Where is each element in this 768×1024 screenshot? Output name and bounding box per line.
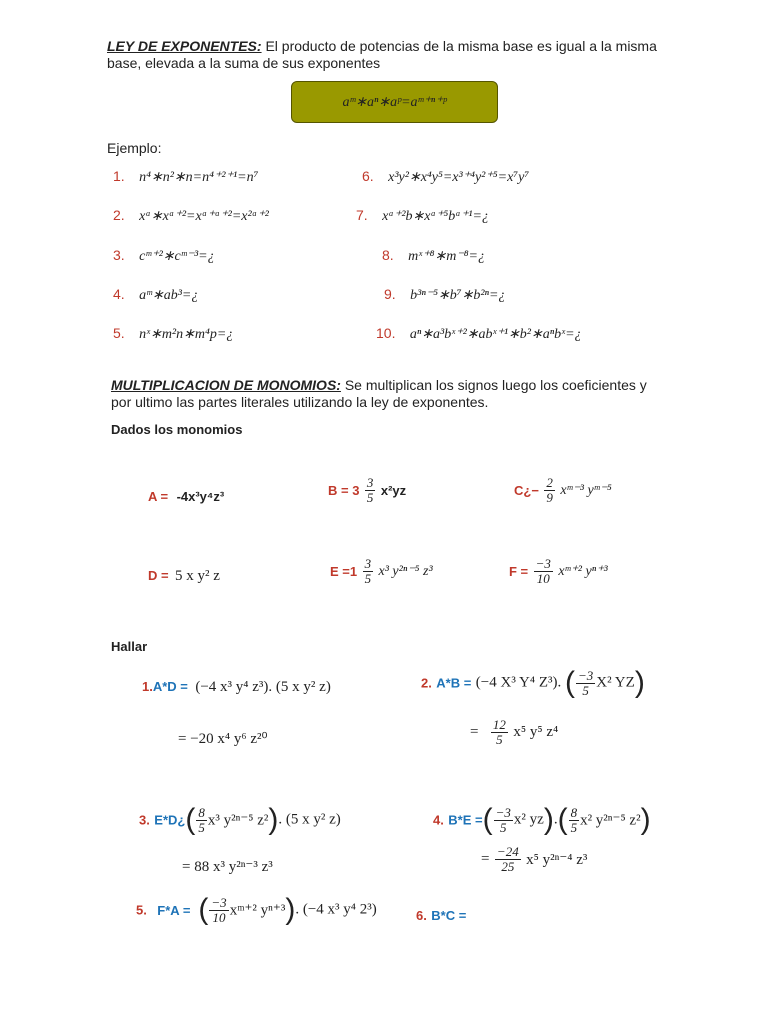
- close-paren: ): [268, 803, 279, 836]
- example-expression: xᵃ∗xᵃ⁺²=xᵃ⁺ᵃ⁺²=x²ᵃ⁺²: [139, 209, 269, 224]
- example-8: [382, 247, 485, 265]
- example-4: [113, 286, 198, 304]
- result-fraction: [495, 845, 521, 874]
- monomio-e-fraction: [363, 557, 374, 586]
- monomio-d: [148, 567, 220, 585]
- example-expression: b³ⁿ⁻⁵∗b⁷∗b²ⁿ=¿: [410, 288, 506, 303]
- monomio-a-expr: -4x³y⁴z³: [176, 489, 225, 504]
- fraction-denominator: 5: [496, 732, 503, 747]
- problem-3: [139, 805, 341, 835]
- monomio-d-expr: 5 x y² z: [175, 568, 220, 584]
- close-paren: ): [640, 803, 651, 836]
- monomio-b-label: B = 3: [328, 483, 360, 498]
- example-10: [376, 325, 582, 343]
- fraction-numerator: −3: [578, 667, 594, 683]
- problem-fraction: [196, 806, 207, 835]
- open-paren: (: [565, 666, 575, 699]
- example-number: 4.: [113, 286, 125, 302]
- fraction-numerator: 8: [570, 804, 578, 820]
- formula-box: [291, 81, 498, 123]
- problem-expression: (−4 x³ y⁴ z³). (5 x y² z): [195, 679, 331, 695]
- problem-expression-a: x³ y²ⁿ⁻⁵ z²: [207, 812, 269, 829]
- problem-4: [433, 805, 651, 835]
- result-equals: =: [481, 851, 490, 867]
- problem-fraction-1: [494, 806, 513, 835]
- result-equals: =: [470, 724, 479, 740]
- problem-label: A*D =: [152, 679, 188, 694]
- example-1: [113, 168, 258, 186]
- example-number: 6.: [362, 168, 374, 184]
- monomio-f-label: F =: [509, 564, 529, 579]
- monomio-c: [514, 476, 612, 505]
- problem-label: F*A =: [157, 902, 191, 918]
- hallar-heading: Hallar: [111, 639, 148, 654]
- problem-label: B*E =: [448, 812, 483, 828]
- example-number: 3.: [113, 247, 125, 263]
- example-number: 8.: [382, 247, 394, 263]
- mono-text-1: Se multiplican los signos luego los coeficientes y: [340, 377, 647, 393]
- monomio-b-rest: x²yz: [380, 483, 407, 498]
- fraction-denominator: 5: [582, 682, 589, 698]
- example-expression: mˣ⁺⁸∗m⁻⁸=¿: [408, 249, 486, 264]
- monomio-a-label: A =: [148, 489, 169, 504]
- open-paren: (: [198, 893, 209, 926]
- example-number: 7.: [356, 207, 368, 223]
- example-number: 10.: [376, 325, 396, 341]
- fraction-denominator: 10: [536, 571, 550, 586]
- mono-text-2: por ultimo las partes literales utilizando la ley de exponentes.: [111, 394, 489, 410]
- mono-title: MULTIPLICACION DE MONOMIOS:: [111, 377, 341, 393]
- example-expression: nˣ∗m²n∗m⁴p=¿: [139, 327, 234, 342]
- problem-number: 3.: [139, 812, 150, 828]
- problem-1: [142, 678, 331, 696]
- ley-text-2: base, elevada a la suma de sus exponentes: [107, 55, 381, 71]
- monomio-c-fraction: [544, 476, 555, 505]
- example-5: [113, 325, 233, 343]
- monomio-b-fraction: [365, 476, 376, 505]
- example-number: 1.: [113, 168, 125, 184]
- problem-expression-b: . (−4 x³ y⁴ 2³): [295, 901, 377, 918]
- dot: .: [553, 811, 558, 828]
- ley-title: LEY DE EXPONENTES:: [107, 38, 262, 54]
- example-expression: cᵐ⁺²∗cᵐ⁻³=¿: [139, 249, 215, 264]
- problem-2: [421, 668, 645, 698]
- problem-number: 5.: [136, 902, 147, 918]
- example-expression: aᵐ∗ab³=¿: [139, 288, 199, 303]
- problem-fraction: [576, 669, 595, 698]
- monomio-b: [328, 476, 406, 505]
- problem-label: E*D¿: [154, 812, 186, 828]
- example-3: [113, 247, 215, 265]
- close-paren: ): [285, 893, 296, 926]
- fraction-numerator: −3: [211, 894, 227, 910]
- result-rest: x⁵ y²ⁿ⁻⁴ z³: [526, 852, 588, 868]
- fraction-denominator: 25: [501, 859, 515, 874]
- monomio-a: [148, 488, 224, 506]
- fraction-numerator: 8: [198, 804, 205, 820]
- problem-label: A*B =: [436, 675, 472, 691]
- fraction-numerator: 3: [364, 556, 372, 571]
- close-paren: ): [543, 803, 554, 836]
- fraction-denominator: 5: [198, 819, 205, 835]
- fraction-numerator: −3: [495, 804, 511, 820]
- problem-6: [416, 907, 466, 925]
- problem-number: 1.: [142, 679, 153, 694]
- problem-expression-b: . (5 x y² z): [278, 811, 341, 828]
- monomio-e-label: E =1: [330, 564, 358, 579]
- example-number: 5.: [113, 325, 125, 341]
- problem-5: [136, 895, 377, 925]
- example-number: 2.: [113, 207, 125, 223]
- dados-heading: Dados los monomios: [111, 422, 243, 437]
- problem-label: B*C =: [431, 908, 467, 923]
- fraction-numerator: −3: [535, 556, 551, 571]
- fraction-denominator: 9: [546, 490, 553, 505]
- ley-formula: aᵐ∗aⁿ∗aᵖ=aᵐ⁺ⁿ⁺ᵖ: [342, 94, 447, 110]
- monomio-c-label: C¿−: [514, 483, 539, 498]
- example-2: [113, 207, 269, 225]
- fraction-numerator: −24: [496, 844, 519, 859]
- open-paren: (: [482, 803, 493, 836]
- monomio-c-rest: xᵐ⁻³ yᵐ⁻⁵: [560, 483, 612, 498]
- problem-fraction-2: [569, 806, 580, 835]
- mono-paragraph: [111, 377, 647, 394]
- problem-fraction: [209, 896, 228, 925]
- result-rest: x⁵ y⁵ z⁴: [513, 724, 559, 740]
- open-paren: (: [557, 803, 568, 836]
- open-paren: (: [185, 803, 196, 836]
- example-expression: aⁿ∗a³bˣ⁺²∗abˣ⁺¹∗b²∗aⁿbˣ=¿: [409, 327, 582, 342]
- example-expression: n⁴∗n²∗n=n⁴⁺²⁺¹=n⁷: [139, 170, 259, 185]
- monomio-f-rest: xᵐ⁺² yⁿ⁺³: [558, 564, 608, 579]
- problem-number: 6.: [416, 908, 427, 923]
- fraction-numerator: 2: [546, 475, 553, 490]
- problem-1-result: = −20 x⁴ y⁶ z²⁰: [178, 731, 268, 747]
- problem-2-result: [470, 718, 558, 747]
- example-6: [362, 168, 529, 186]
- monomio-d-label: D =: [148, 568, 169, 583]
- fraction-numerator: 12: [492, 717, 506, 732]
- ejemplo-label: Ejemplo:: [107, 140, 162, 156]
- ley-text-1: El producto de potencias de la misma base es igual a la misma: [261, 38, 657, 54]
- problem-expression-b: X² YZ: [596, 674, 635, 691]
- monomio-e-rest: x³ y²ⁿ⁻⁵ z³: [378, 564, 433, 579]
- example-expression: xᵃ⁺²b∗xᵃ⁺⁵bᵃ⁺¹=¿: [382, 209, 489, 224]
- problem-3-result: = 88 x³ y²ⁿ⁻³ z³: [182, 859, 273, 875]
- monomio-f: [509, 557, 608, 586]
- example-9: [384, 286, 505, 304]
- problem-4-result: [481, 845, 587, 874]
- problem-expression-b: x² y²ⁿ⁻⁵ z²: [580, 812, 641, 829]
- problem-number: 2.: [421, 675, 432, 691]
- fraction-denominator: 5: [570, 819, 578, 835]
- fraction-denominator: 5: [364, 571, 372, 586]
- example-7: [356, 207, 489, 225]
- problem-number: 4.: [433, 812, 444, 828]
- close-paren: ): [634, 666, 645, 699]
- fraction-numerator: 3: [366, 475, 374, 490]
- monomio-e: [330, 557, 433, 586]
- fraction-denominator: 5: [366, 490, 374, 505]
- fraction-denominator: 5: [500, 819, 507, 835]
- example-expression: x³y²∗x⁴y⁵=x³⁺⁴y²⁺⁵=x⁷y⁷: [388, 170, 530, 185]
- fraction-denominator: 10: [212, 909, 226, 925]
- ley-paragraph: [107, 38, 657, 55]
- problem-expression-a: (−4 X³ Y⁴ Z³).: [475, 674, 565, 691]
- problem-expression-a: xᵐ⁺² yⁿ⁺³: [229, 902, 286, 919]
- monomio-f-fraction: [534, 557, 553, 586]
- problem-expression-a: x² yz: [513, 811, 544, 828]
- result-fraction: [491, 718, 508, 747]
- example-number: 9.: [384, 286, 396, 302]
